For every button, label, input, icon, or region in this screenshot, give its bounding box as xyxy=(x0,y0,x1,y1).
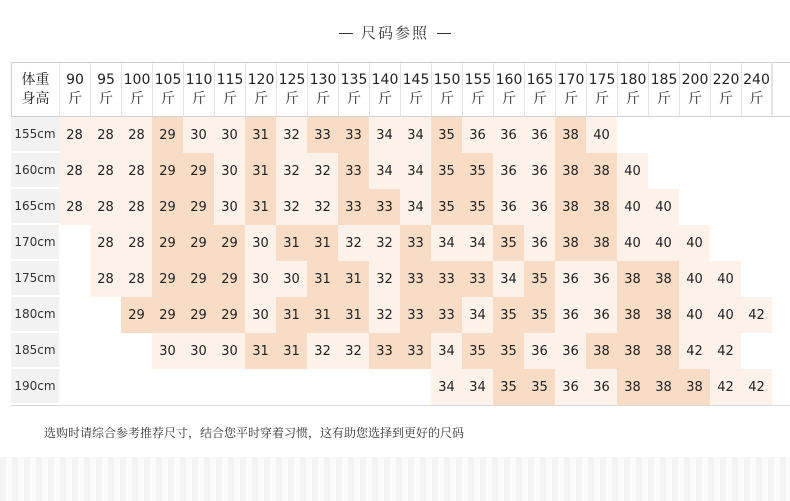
size-cell xyxy=(276,369,307,405)
size-cell: 29 xyxy=(183,261,214,297)
size-cell: 38 xyxy=(648,369,679,405)
size-cell: 35 xyxy=(493,225,524,261)
size-cell: 33 xyxy=(400,333,431,369)
weight-header xyxy=(183,62,214,117)
weight-header xyxy=(710,62,741,117)
size-cell: 34 xyxy=(431,369,462,405)
footer-decoration xyxy=(0,457,790,501)
size-cell: 34 xyxy=(462,369,493,405)
weight-header xyxy=(741,62,772,117)
weight-unit: 斤 xyxy=(749,90,764,107)
size-cell: 34 xyxy=(400,117,431,153)
size-cell: 36 xyxy=(524,225,555,261)
size-cell: 36 xyxy=(586,369,617,405)
weight-header xyxy=(524,62,555,117)
size-cell: 38 xyxy=(648,297,679,333)
weight-value: 115 xyxy=(216,71,244,88)
corner-height-label: 身高 xyxy=(21,90,50,107)
size-cell: 32 xyxy=(307,153,338,189)
height-row-label: 155cm xyxy=(11,117,59,153)
size-cell xyxy=(183,369,214,405)
size-cell xyxy=(710,225,741,261)
size-cell: 30 xyxy=(276,261,307,297)
size-cell: 28 xyxy=(59,117,90,153)
size-cell: 31 xyxy=(245,333,276,369)
size-cell xyxy=(245,369,276,405)
weight-value: 175 xyxy=(588,71,616,88)
size-cell: 42 xyxy=(710,333,741,369)
size-cell: 35 xyxy=(493,297,524,333)
size-cell: 36 xyxy=(555,333,586,369)
size-cell: 40 xyxy=(617,189,648,225)
weight-unit: 斤 xyxy=(688,90,702,107)
size-cell: 38 xyxy=(555,153,586,189)
size-cell: 35 xyxy=(493,369,524,405)
size-cell: 38 xyxy=(617,333,648,369)
weight-unit: 斤 xyxy=(161,90,175,107)
size-cell: 34 xyxy=(431,333,462,369)
size-cell: 31 xyxy=(338,261,369,297)
weight-value: 140 xyxy=(371,71,399,88)
weight-header-filler xyxy=(772,62,790,117)
weight-value: 125 xyxy=(278,71,306,88)
size-cell: 36 xyxy=(555,297,586,333)
height-row-label: 180cm xyxy=(11,297,59,333)
page-title xyxy=(0,22,790,43)
size-cell: 32 xyxy=(276,189,307,225)
size-cell: 28 xyxy=(121,225,152,261)
weight-value: 185 xyxy=(650,71,678,88)
size-cell: 36 xyxy=(493,117,524,153)
height-row-label: 185cm xyxy=(11,333,59,369)
weight-value: 180 xyxy=(619,71,647,88)
size-cell: 36 xyxy=(524,117,555,153)
size-cell: 28 xyxy=(90,225,121,261)
weight-header xyxy=(152,62,183,117)
size-cell: 32 xyxy=(307,333,338,369)
size-cell: 33 xyxy=(431,261,462,297)
size-cell: 36 xyxy=(524,189,555,225)
weight-value: 90 xyxy=(66,71,84,88)
size-cell: 28 xyxy=(121,261,152,297)
size-cell: 28 xyxy=(59,153,90,189)
size-cell xyxy=(741,225,772,261)
size-cell xyxy=(679,117,710,153)
size-cell: 42 xyxy=(741,297,772,333)
row-filler xyxy=(772,369,790,405)
weight-unit: 斤 xyxy=(440,90,454,107)
weight-value: 150 xyxy=(433,71,461,88)
size-cell: 30 xyxy=(214,117,245,153)
weight-unit: 斤 xyxy=(99,90,113,107)
size-cell: 35 xyxy=(462,189,493,225)
weight-header xyxy=(245,62,276,117)
size-cell: 29 xyxy=(121,297,152,333)
size-cell: 30 xyxy=(245,297,276,333)
size-cell xyxy=(710,189,741,225)
size-cell: 29 xyxy=(183,225,214,261)
size-cell: 36 xyxy=(493,189,524,225)
size-cell: 29 xyxy=(152,189,183,225)
size-cell: 38 xyxy=(617,297,648,333)
weight-header xyxy=(617,62,648,117)
size-cell: 31 xyxy=(245,117,276,153)
size-cell: 32 xyxy=(369,297,400,333)
size-cell: 40 xyxy=(617,225,648,261)
size-cell xyxy=(152,369,183,405)
size-cell: 29 xyxy=(152,261,183,297)
size-cell: 33 xyxy=(400,261,431,297)
size-cell: 34 xyxy=(369,153,400,189)
size-cell: 35 xyxy=(462,153,493,189)
size-cell xyxy=(741,189,772,225)
weight-unit: 斤 xyxy=(533,90,547,107)
weight-header xyxy=(431,62,462,117)
size-cell: 29 xyxy=(183,189,214,225)
size-cell: 31 xyxy=(307,261,338,297)
size-cell: 35 xyxy=(524,261,555,297)
size-cell xyxy=(307,369,338,405)
weight-value: 160 xyxy=(495,71,523,88)
size-cell: 30 xyxy=(183,117,214,153)
weight-value: 120 xyxy=(247,71,275,88)
weight-header xyxy=(90,62,121,117)
size-cell: 31 xyxy=(245,189,276,225)
size-cell: 40 xyxy=(586,117,617,153)
size-cell: 36 xyxy=(586,297,617,333)
size-cell: 31 xyxy=(307,225,338,261)
size-cell: 30 xyxy=(245,261,276,297)
size-cell: 30 xyxy=(214,189,245,225)
weight-header xyxy=(648,62,679,117)
weight-unit: 斤 xyxy=(502,90,516,107)
size-cell: 33 xyxy=(338,153,369,189)
size-cell: 35 xyxy=(493,333,524,369)
weight-value: 105 xyxy=(154,71,182,88)
size-cell xyxy=(59,333,90,369)
weight-header xyxy=(276,62,307,117)
size-cell: 28 xyxy=(121,117,152,153)
weight-value: 155 xyxy=(464,71,492,88)
size-cell: 35 xyxy=(524,297,555,333)
size-cell: 31 xyxy=(307,297,338,333)
size-cell: 36 xyxy=(524,333,555,369)
size-cell: 35 xyxy=(431,153,462,189)
size-cell: 36 xyxy=(462,117,493,153)
size-cell: 32 xyxy=(307,189,338,225)
size-cell: 32 xyxy=(276,117,307,153)
size-cell xyxy=(59,369,90,405)
size-cell: 31 xyxy=(338,297,369,333)
size-cell: 28 xyxy=(90,189,121,225)
weight-unit: 斤 xyxy=(719,90,733,107)
weight-unit: 斤 xyxy=(347,90,361,107)
size-cell: 33 xyxy=(338,189,369,225)
row-filler xyxy=(772,117,790,153)
corner-weight-label: 体重 xyxy=(21,71,50,88)
size-cell xyxy=(617,117,648,153)
size-cell: 30 xyxy=(183,333,214,369)
size-cell: 34 xyxy=(400,189,431,225)
size-cell: 29 xyxy=(152,225,183,261)
size-cell: 40 xyxy=(710,261,741,297)
weight-value: 220 xyxy=(712,71,740,88)
size-cell: 33 xyxy=(307,117,338,153)
size-cell xyxy=(214,369,245,405)
weight-unit: 斤 xyxy=(254,90,268,107)
weight-value: 200 xyxy=(681,71,709,88)
weight-value: 135 xyxy=(340,71,368,88)
size-cell: 34 xyxy=(369,117,400,153)
weight-unit: 斤 xyxy=(68,90,82,107)
weight-unit: 斤 xyxy=(471,90,485,107)
size-cell: 38 xyxy=(555,117,586,153)
size-cell xyxy=(121,369,152,405)
size-cell: 33 xyxy=(462,261,493,297)
weight-unit: 斤 xyxy=(130,90,144,107)
size-cell: 30 xyxy=(245,225,276,261)
weight-value: 145 xyxy=(402,71,430,88)
size-cell: 28 xyxy=(90,117,121,153)
size-cell xyxy=(59,297,90,333)
size-cell xyxy=(648,117,679,153)
size-cell: 29 xyxy=(183,153,214,189)
size-cell: 38 xyxy=(586,225,617,261)
weight-unit: 斤 xyxy=(564,90,578,107)
size-cell xyxy=(369,369,400,405)
size-cell: 38 xyxy=(555,189,586,225)
size-advice-note: 选购时请综合参考推荐尺寸，结合您平时穿着习惯，这有助您选择到更好的尺码 xyxy=(44,426,465,440)
weight-unit: 斤 xyxy=(285,90,299,107)
size-cell: 29 xyxy=(152,153,183,189)
size-cell xyxy=(741,153,772,189)
weight-header xyxy=(214,62,245,117)
weight-header xyxy=(121,62,152,117)
height-row-label: 170cm xyxy=(11,225,59,261)
size-cell: 40 xyxy=(679,225,710,261)
weight-header xyxy=(462,62,493,117)
size-cell: 38 xyxy=(586,333,617,369)
size-cell: 32 xyxy=(276,153,307,189)
weight-value: 100 xyxy=(123,71,151,88)
weight-header xyxy=(59,62,90,117)
size-cell: 33 xyxy=(369,189,400,225)
size-cell: 31 xyxy=(276,333,307,369)
height-row-label: 165cm xyxy=(11,189,59,225)
size-cell: 40 xyxy=(679,297,710,333)
size-cell: 28 xyxy=(59,189,90,225)
height-row-label: 160cm xyxy=(11,153,59,189)
size-cell xyxy=(741,117,772,153)
title-dash-right xyxy=(437,33,451,34)
size-cell: 36 xyxy=(555,369,586,405)
weight-value: 95 xyxy=(97,71,115,88)
size-cell: 38 xyxy=(586,189,617,225)
size-cell: 42 xyxy=(741,369,772,405)
title-dash-left xyxy=(339,33,353,34)
size-cell: 35 xyxy=(431,117,462,153)
size-cell: 38 xyxy=(679,369,710,405)
weight-unit: 斤 xyxy=(223,90,237,107)
size-cell: 30 xyxy=(214,153,245,189)
size-cell: 30 xyxy=(214,333,245,369)
weight-header xyxy=(679,62,710,117)
size-cell: 40 xyxy=(679,261,710,297)
weight-header xyxy=(307,62,338,117)
weight-value: 165 xyxy=(526,71,554,88)
size-cell: 33 xyxy=(369,333,400,369)
size-cell: 29 xyxy=(214,225,245,261)
row-filler xyxy=(772,333,790,369)
weight-unit: 斤 xyxy=(626,90,640,107)
size-cell: 36 xyxy=(555,261,586,297)
size-cell: 35 xyxy=(462,333,493,369)
size-cell: 35 xyxy=(524,369,555,405)
size-cell: 36 xyxy=(493,153,524,189)
weight-value: 170 xyxy=(557,71,585,88)
size-cell: 42 xyxy=(679,333,710,369)
size-cell: 34 xyxy=(493,261,524,297)
size-chart-table xyxy=(11,62,790,406)
size-cell: 36 xyxy=(524,153,555,189)
weight-value: 240 xyxy=(743,71,770,88)
row-filler xyxy=(772,225,790,261)
size-cell: 29 xyxy=(152,297,183,333)
size-cell: 29 xyxy=(214,261,245,297)
size-cell: 38 xyxy=(617,369,648,405)
size-cell: 29 xyxy=(183,297,214,333)
size-cell xyxy=(90,369,121,405)
size-cell: 40 xyxy=(617,153,648,189)
size-cell: 33 xyxy=(431,297,462,333)
size-cell: 38 xyxy=(617,261,648,297)
weight-value: 130 xyxy=(309,71,337,88)
size-cell: 29 xyxy=(152,117,183,153)
size-cell xyxy=(59,261,90,297)
height-row-label: 175cm xyxy=(11,261,59,297)
size-cell: 38 xyxy=(648,333,679,369)
size-cell: 32 xyxy=(369,225,400,261)
weight-header xyxy=(338,62,369,117)
size-cell: 38 xyxy=(648,261,679,297)
size-cell xyxy=(648,153,679,189)
size-cell: 34 xyxy=(431,225,462,261)
size-cell: 34 xyxy=(462,297,493,333)
height-row-label: 190cm xyxy=(11,369,59,405)
size-cell: 29 xyxy=(214,297,245,333)
size-cell xyxy=(59,225,90,261)
size-cell: 33 xyxy=(400,225,431,261)
size-cell: 40 xyxy=(648,189,679,225)
size-cell: 33 xyxy=(338,117,369,153)
size-cell: 31 xyxy=(245,153,276,189)
size-cell xyxy=(679,189,710,225)
size-cell: 34 xyxy=(462,225,493,261)
size-cell: 32 xyxy=(338,333,369,369)
size-cell xyxy=(90,297,121,333)
size-cell xyxy=(679,153,710,189)
size-cell: 38 xyxy=(586,153,617,189)
weight-unit: 斤 xyxy=(378,90,392,107)
weight-header xyxy=(369,62,400,117)
size-cell: 28 xyxy=(121,153,152,189)
title-text: 尺码参照 xyxy=(360,24,429,42)
size-cell: 33 xyxy=(400,297,431,333)
weight-header xyxy=(586,62,617,117)
weight-unit: 斤 xyxy=(409,90,423,107)
size-cell: 30 xyxy=(152,333,183,369)
weight-header xyxy=(400,62,431,117)
size-cell: 34 xyxy=(400,153,431,189)
size-cell xyxy=(400,369,431,405)
size-cell: 40 xyxy=(710,297,741,333)
size-cell: 31 xyxy=(276,297,307,333)
row-filler xyxy=(772,189,790,225)
size-cell xyxy=(710,153,741,189)
weight-unit: 斤 xyxy=(316,90,330,107)
size-cell: 28 xyxy=(121,189,152,225)
size-cell: 28 xyxy=(90,153,121,189)
size-cell xyxy=(338,369,369,405)
size-cell: 31 xyxy=(276,225,307,261)
size-cell: 40 xyxy=(648,225,679,261)
weight-header xyxy=(555,62,586,117)
size-cell: 42 xyxy=(710,369,741,405)
size-cell: 36 xyxy=(586,261,617,297)
size-cell: 32 xyxy=(338,225,369,261)
corner-header xyxy=(11,62,59,117)
size-cell xyxy=(741,261,772,297)
row-filler xyxy=(772,153,790,189)
row-filler xyxy=(772,261,790,297)
weight-value: 110 xyxy=(185,71,213,88)
size-cell xyxy=(741,333,772,369)
weight-unit: 斤 xyxy=(192,90,206,107)
size-cell: 28 xyxy=(90,261,121,297)
size-cell: 35 xyxy=(431,189,462,225)
size-cell xyxy=(121,333,152,369)
size-cell: 38 xyxy=(555,225,586,261)
row-filler xyxy=(772,297,790,333)
size-cell xyxy=(90,333,121,369)
size-cell: 32 xyxy=(369,261,400,297)
size-cell xyxy=(710,117,741,153)
weight-unit: 斤 xyxy=(595,90,609,107)
weight-header xyxy=(493,62,524,117)
weight-unit: 斤 xyxy=(657,90,671,107)
